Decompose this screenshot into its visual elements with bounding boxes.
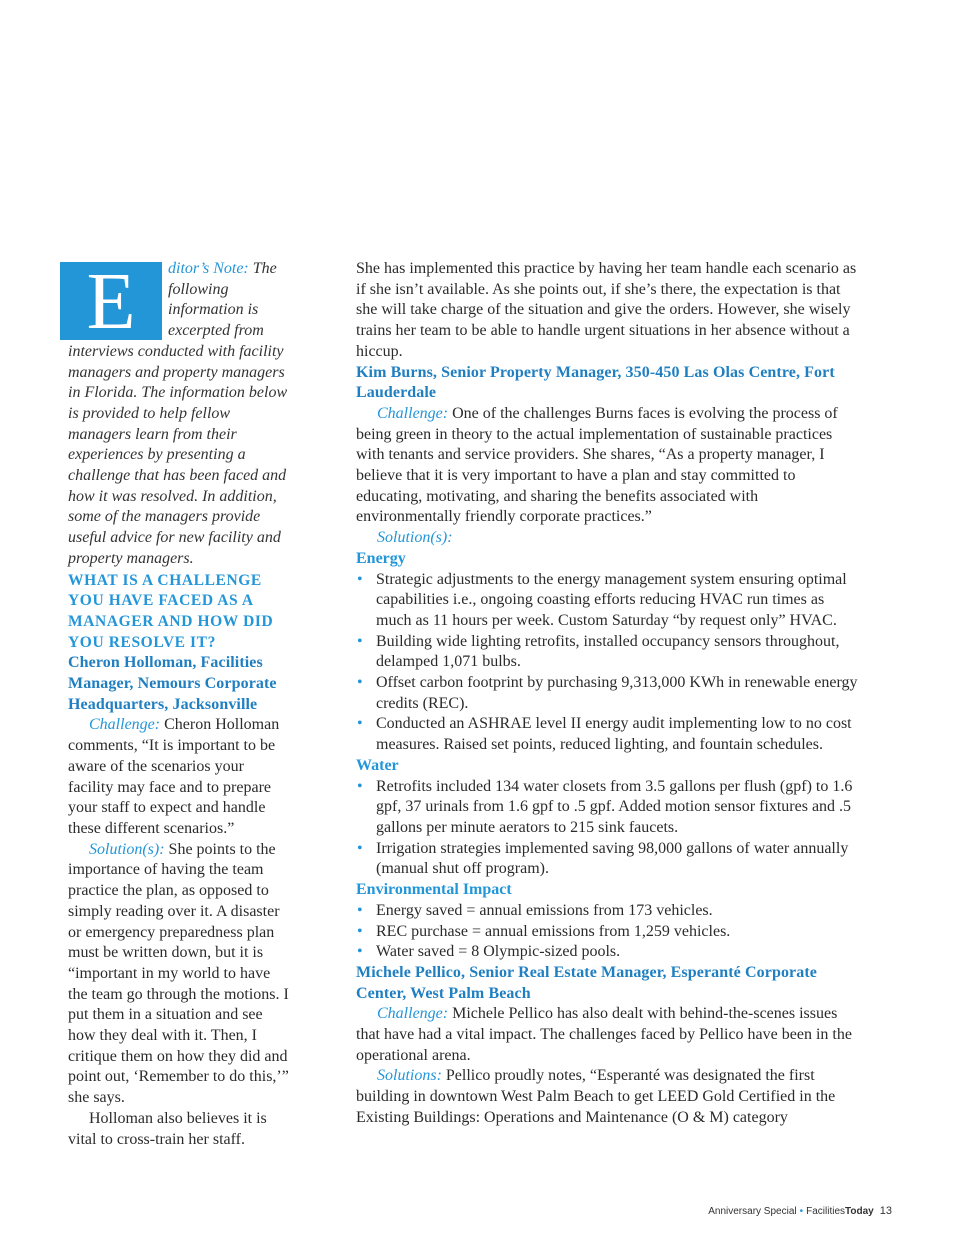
solutions-label: Solution(s): — [377, 529, 453, 547]
editors-note-label: ditor’s Note: — [168, 260, 249, 277]
list-item: • Building wide lighting retrofits, installed occupancy sensors throughout, delamped 1,071 bulbs. — [356, 632, 862, 673]
footer-magazine-part1: Facilities — [806, 1206, 846, 1217]
intro-paragraph: She has implemented this practice by having her team handle each scenario as if she isn’t available. As she points out, if she’s there, the expectation is that she will take charge of the situation and give the orders. However, she wisely trains her team to be able to handle urgent situations in her absence without a hiccup. — [356, 260, 857, 360]
burns-solutions-label-line — [356, 528, 862, 549]
list-item: • Energy saved = annual emissions from 173 vehicles. — [356, 901, 862, 922]
energy-heading: Energy — [356, 549, 406, 567]
solutions-text: Pellico proudly notes, “Esperanté was designated the first building in downtown West Palm Beach to get LEED Gold Certified in the Existing Buildings: Operations and Maintenance (O & M) category — [356, 1067, 836, 1126]
page-footer — [700, 1205, 892, 1217]
pellico-solutions — [356, 1066, 862, 1128]
footer-section: Anniversary Special — [708, 1206, 797, 1217]
editors-note-text: The following information is excerpted from interviews conducted with facility managers and property managers in Florida. The information below is provided to help fellow managers learn from their experiences by presenting a challenge that has been faced and how it was resolved. In addition, some of the managers provide useful advice for new facility and property managers. — [68, 260, 288, 567]
holloman-challenge — [68, 715, 292, 839]
list-item: • Water saved = 8 Olympic-sized pools. — [356, 942, 862, 963]
page-number: 13 — [879, 1205, 892, 1217]
list-item: • Offset carbon footprint by purchasing 9,313,000 KWh in renewable energy credits (REC). — [356, 673, 862, 714]
challenge-label: Challenge: — [89, 716, 161, 734]
pellico-challenge — [356, 1004, 862, 1066]
person-heading-holloman: Cheron Holloman, Facilities Manager, Nemours Corporate Headquarters, Jacksonville — [68, 654, 277, 713]
challenge-text: One of the challenges Burns faces is evolving the process of being green in theory to the actual implementation of sustainable practices with tenants and service providers. She shares, “As a property manager, I believe that it is very important to have a plan and stay committed to educating, motivating, and sharing the benefits associated with environmentally friendly corporate practices.” — [356, 404, 838, 526]
right-column — [356, 259, 862, 1129]
left-column — [68, 259, 292, 1150]
water-heading: Water — [356, 756, 399, 774]
list-item: • Conducted an ASHRAE level II energy audit implementing low to no cost measures. Raised set points, reduced lighting, and fountain schedules. — [356, 714, 862, 755]
person-heading-pellico: Michele Pellico, Senior Real Estate Manager, Esperanté Corporate Center, West Palm Beach — [356, 963, 817, 1002]
solution-text: She points to the importance of having the team practice the plan, as opposed to simply reading over it. A disaster or emergency preparedness plan must be written down, but it is “important in my world to have the team go through the motions. I put them in a situation and see how they deal with it. Then, I critique them on how they did and point out, ‘Remember to do this,’” she says. — [68, 840, 289, 1107]
impact-list — [356, 901, 862, 963]
list-item: • Strategic adjustments to the energy management system ensuring optimal capabilities i.e., ongoing coasting efforts reducing HVAC run times as much as 11 hours per week. Custom Saturday “by request only” HVAC. — [356, 570, 862, 632]
energy-list — [356, 570, 862, 756]
environmental-impact-heading: Environmental Impact — [356, 881, 512, 899]
person-heading-burns: Kim Burns, Senior Property Manager, 350-450 Las Olas Centre, Fort Lauderdale — [356, 363, 835, 402]
challenge-text: Cheron Holloman comments, “It is important to be aware of the scenarios your facility may face and to prepare your staff to expect and handle these different scenarios.” — [68, 716, 280, 837]
challenge-label: Challenge: — [377, 1005, 449, 1023]
burns-challenge — [356, 404, 862, 528]
water-list — [356, 777, 862, 881]
challenge-label: Challenge: — [377, 404, 449, 422]
list-item: • Retrofits included 134 water closets from 3.5 gallons per flush (gpf) to 1.6 gpf, 37 urinals from 1.6 gpf to .5 gpf. Added motion sensor fixtures and .5 gallons per minute aerators to 215 sink faucets. — [356, 777, 862, 839]
solution-label: Solution(s): — [89, 840, 165, 858]
solutions-label: Solutions: — [377, 1067, 442, 1085]
challenge-text: Michele Pellico has also dealt with behind-the-scenes issues that have had a vital impact. The challenges faced by Pellico have been in the operational arena. — [356, 1005, 852, 1064]
holloman-closing: Holloman also believes it is vital to cross-train her staff. — [68, 1109, 267, 1148]
list-item: • REC purchase = annual emissions from 1,259 vehicles. — [356, 922, 862, 943]
question-heading: WHAT IS A CHALLENGE YOU HAVE FACED AS A MANAGER AND HOW DID YOU RESOLVE IT? — [68, 571, 274, 651]
drop-cap: E — [60, 262, 162, 340]
footer-bullet-icon: • — [799, 1206, 804, 1217]
holloman-solution — [68, 840, 292, 1109]
list-item: • Irrigation strategies implemented saving 98,000 gallons of water annually (manual shut off program). — [356, 839, 862, 880]
footer-magazine-part2: Today — [845, 1206, 874, 1217]
